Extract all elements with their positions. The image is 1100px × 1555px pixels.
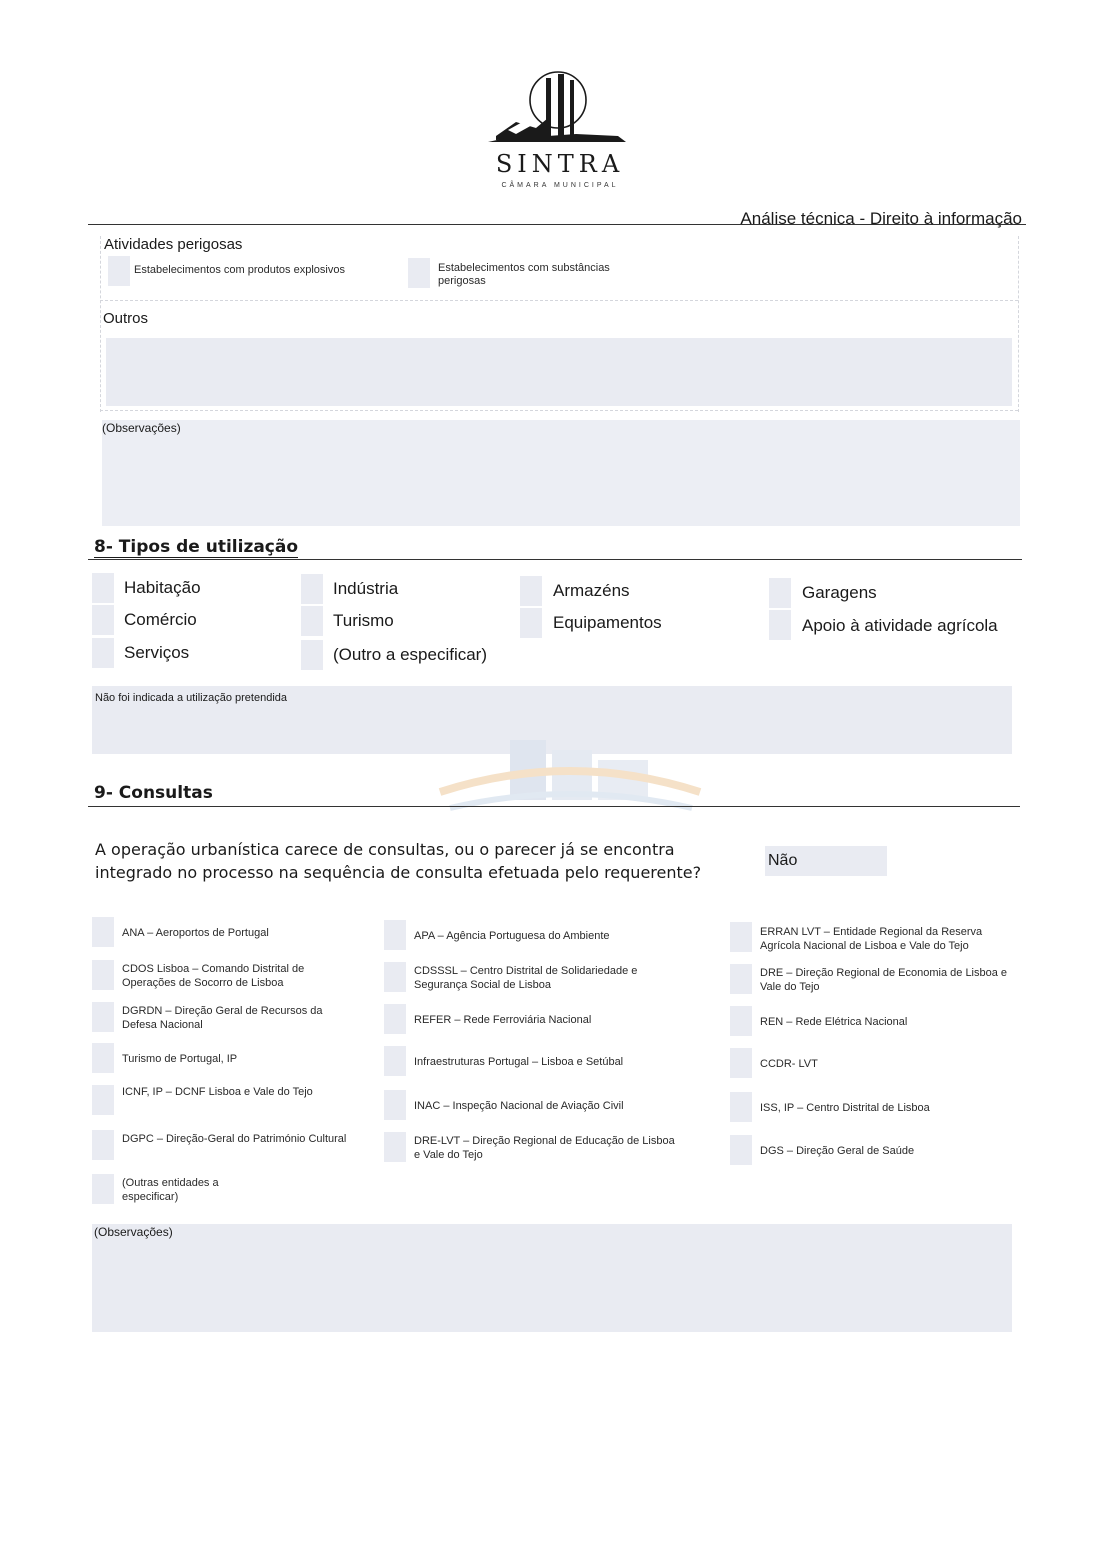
label-industria: Indústria [333,579,399,598]
label-infraestruturas: Infraestruturas Portugal – Lisboa e Setúbal [414,1056,624,1068]
checkbox-servicos[interactable] [92,638,114,668]
section-9-title [94,783,213,803]
atividades-heading: Atividades perigosas [104,236,243,253]
label-servicos: Serviços [124,643,190,662]
brand-subtitle: CÂMARA MUNICIPAL [501,182,619,189]
checkbox-outras-entidades[interactable] [92,1174,114,1204]
label-apa: APA – Agência Portuguesa do Ambiente [414,930,610,942]
checkbox-dre-lvt[interactable] [384,1132,406,1162]
checkbox-ana[interactable] [92,917,114,947]
consultas-question-line2: integrado no processo na sequência de consulta efetuada pelo requerente? [95,863,702,882]
checkbox-cdsssl[interactable] [384,962,406,992]
label-cdsssl: CDSSSL – Centro Distrital de Solidariedade e Segurança Social de Lisboa [414,965,638,991]
checkbox-dgrdn[interactable] [92,1002,114,1032]
label-ren: REN – Rede Elétrica Nacional [760,1016,908,1028]
checkbox-armazens[interactable] [520,576,542,606]
section-8-title [94,537,298,557]
label-erran: ERRAN LVT – Entidade Regional da Reserva Agrícola Nacional de Lisboa e Vale do Tejo [760,926,983,952]
divider-observacoes [100,410,1018,411]
checkbox-cdos[interactable] [92,960,114,990]
checkbox-ccdr[interactable] [730,1048,752,1078]
checkbox-ren[interactable] [730,1006,752,1036]
checkbox-turismo[interactable] [301,606,323,636]
checkbox-equipamentos[interactable] [520,608,542,638]
sintra-logo-icon [486,70,632,152]
label-substancias-perigosas: Estabelecimentos com substâncias perigosas [438,262,610,287]
section-9-rule [88,806,1020,807]
label-dgs: DGS – Direção Geral de Saúde [760,1145,915,1157]
label-inac: INAC – Inspeção Nacional de Aviação Civil [414,1100,624,1112]
section-8-rule [88,559,1022,560]
checkbox-inac[interactable] [384,1090,406,1120]
checkbox-industria[interactable] [301,574,323,604]
checkbox-habitacao[interactable] [92,573,114,603]
label-habitacao: Habitação [124,578,201,597]
document-title: Análise técnica - Direito à informação [740,209,1022,228]
consultas-answer: Não [768,852,798,869]
checkbox-infraestruturas[interactable] [384,1046,406,1076]
checkbox-apoio-agricola[interactable] [769,610,791,640]
checkbox-apa[interactable] [384,920,406,950]
label-explosivos: Estabelecimentos com produtos explosivos [134,264,345,276]
label-ccdr: CCDR- LVT [760,1058,818,1070]
label-iss: ISS, IP – Centro Distrital de Lisboa [760,1102,930,1114]
checkbox-turismo-portugal[interactable] [92,1043,114,1073]
frame-right-dash [1018,236,1019,412]
label-dgpc: DGPC – Direção-Geral do Património Cultural [122,1133,347,1145]
consultas-question-line1: A operação urbanística carece de consultas, ou o parecer já se encontra [95,840,675,859]
label-turismo-portugal: Turismo de Portugal, IP [122,1053,238,1065]
label-dre: DRE – Direção Regional de Economia de Lisboa e Vale do Tejo [760,967,1008,993]
observacoes-field-1[interactable] [102,420,1020,526]
utilizacao-note: Não foi indicada a utilização pretendida [95,692,288,704]
label-ana: ANA – Aeroportos de Portugal [122,927,269,939]
checkbox-dre[interactable] [730,964,752,994]
label-outro: (Outro a especificar) [333,645,487,664]
observacoes-field-2[interactable] [92,1224,1012,1332]
label-refer: REFER – Rede Ferroviária Nacional [414,1014,592,1026]
label-outras-entidades: (Outras entidades a especificar) [122,1177,219,1203]
outros-field[interactable] [106,338,1012,406]
divider-outros [100,300,1018,301]
section-8-title-text: 8- Tipos de utilização [94,537,299,557]
brand-name: SINTRA [495,150,625,178]
checkbox-outro[interactable] [301,640,323,670]
checkbox-substancias-perigosas[interactable] [408,258,430,288]
checkbox-dgs[interactable] [730,1135,752,1165]
label-icnf: ICNF, IP – DCNF Lisboa e Vale do Tejo [122,1086,313,1098]
label-garagens: Garagens [802,583,877,602]
label-armazens: Armazéns [553,581,630,600]
checkbox-icnf[interactable] [92,1085,114,1115]
label-comercio: Comércio [124,610,197,629]
section-9-title-text: 9- Consultas [94,783,213,803]
outros-label: Outros [103,310,149,327]
checkbox-iss[interactable] [730,1092,752,1122]
checkbox-garagens[interactable] [769,578,791,608]
observacoes-label-2: (Observações) [94,1225,173,1239]
label-dre-lvt: DRE-LVT – Direção Regional de Educação de Lisboa e Vale do Tejo [414,1135,675,1161]
watermark-logo-icon [430,730,720,840]
label-cdos: CDOS Lisboa – Comando Distrital de Operações de Socorro de Lisboa [122,963,305,989]
label-turismo: Turismo [333,611,394,630]
label-dgrdn: DGRDN – Direção Geral de Recursos da Defesa Nacional [122,1005,323,1031]
checkbox-dgpc[interactable] [92,1130,114,1160]
label-equipamentos: Equipamentos [553,613,662,632]
checkbox-erran[interactable] [730,922,752,952]
checkbox-refer[interactable] [384,1004,406,1034]
label-apoio-agricola: Apoio à atividade agrícola [802,616,998,635]
checkbox-explosivos[interactable] [108,256,130,286]
checkbox-comercio[interactable] [92,605,114,635]
observacoes-label-1: (Observações) [102,421,181,435]
frame-left-dash [100,236,101,412]
